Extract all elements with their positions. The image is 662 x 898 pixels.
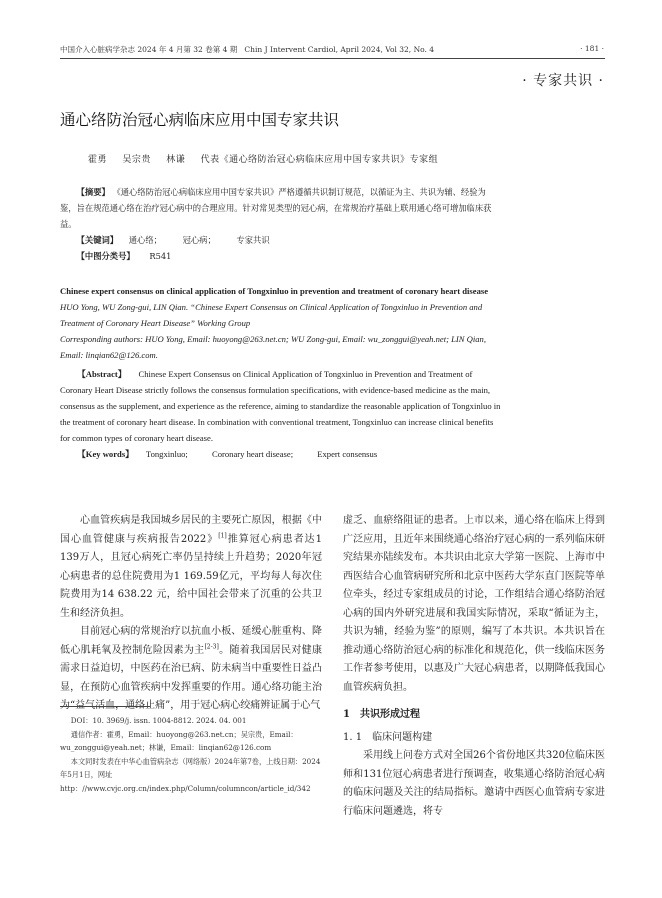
keywords-cn [60, 232, 502, 248]
header-rule [60, 58, 605, 59]
body-paragraph: 虚乏、血瘀络阻证的患者。上市以来，通心络在临床上得到广泛应用，且近年来围绕通心络治疗冠心病的一系列临床研究结果亦陆续发布。本共识由北京大学第一医院、上海市中西医结合心血管病研究所和北京中医药大学东直门医院等单位牵头，经过专家组成员的讨论，工作组结合通心络防治冠心病的国内外研究进展和我国实际情况，采取“循证为主，共识为辅，经验为鉴”的原则，编写了本共识。本共识旨在推动通心络防治冠心病的标准化和规范化，供一线临床医务工作者参考使用，以惠及广大冠心病患者，以期降低我国心血管疾病负担。 [343, 515, 605, 693]
classification-label: 【中图分类号】 [76, 251, 135, 261]
corresponding-authors: Corresponding authors: HUO Yong, Email: huoyong@263.net.cn; WU Zong-gui, Email: wu_zonggui@yeah.net; LIN Qian, Email: linqian62@126.com. [60, 334, 486, 360]
journal-name-en: Chin J Intervent Cardiol, April 2024, Vol 32, No. 4 [244, 45, 435, 54]
body-left-column [60, 512, 322, 716]
publish-info: 本文同时发表在中华心血管病杂志（网络版）2024年第7卷，上线日期：2024年5月1日，网址http：//www.cvjc.org.cn/index.php/Column/columncon/article_id/342 [60, 756, 321, 793]
text-run: 。随着我国居民对健康需求日益迫切，中医药在治已病、防未病当中重要性日益凸显，在预防心血管疾病中发挥重要的作用。通心络功能主治为“益气活血，通络止痛”，用于冠心病心绞痛辨证属于心气 [60, 644, 323, 711]
classification-code: R541 [149, 251, 172, 261]
keywords-en-label: 【Key words】 [77, 449, 134, 459]
author-1: 霍勇 [88, 155, 108, 165]
footnote-rule [60, 706, 150, 707]
abstract-en-text: Chinese Expert Consensus on Clinical Application of Tongxinluo in Prevention and Treatment of Coronary Heart Disease strictly follows the consensus formulation specifications, with evidence-based medicine as the main, consensus as the supplement, and experience as the reference, aiming to standardize the reasonable application of Tongxinluo in the treatment of coronary heart disease. In combination with conventional treatment, Tongxinluo can increase clinical benefits for common types of coronary heart disease. [60, 369, 501, 443]
contact-info: 通信作者：霍勇，Email：huoyong@263.net.cn；吴宗贵，Email：wu_zonggui@yeah.net；林谦，Email：linqian62@126.com [60, 729, 298, 752]
section-tag: · 专家共识 · [522, 73, 604, 89]
keywords-cn-label: 【关键词】 [76, 235, 119, 245]
footnotes [60, 714, 322, 795]
doi: DOI：10. 3969/j. issn. 1004-8812. 2024. 04. 001 [70, 716, 247, 725]
keyword-cn-3: 专家共识 [236, 235, 270, 245]
keyword-en-3: Expert consensus [317, 449, 378, 459]
author-group: 代表《通心络防治冠心病临床应用中国专家共识》专家组 [200, 155, 439, 165]
article-title: 通心络防治冠心病临床应用中国专家共识 [60, 111, 340, 129]
citation-ref: [1] [218, 532, 227, 540]
keyword-en-1: Tongxinluo; [145, 449, 188, 459]
body-paragraph: 采用线上问卷方式对全国26个省份地区共320位临床医师和131位冠心病患者进行预调查，收集通心络防治冠心病的临床问题及关注的结局指标。邀请中西医心血管病专家进行临床问题遴选，将专 [343, 750, 605, 817]
subsection-heading: 1. 1 临床问题构建 [343, 731, 433, 743]
citation-ref: [2-3] [204, 643, 219, 651]
body-paragraph [60, 512, 322, 623]
journal-name-cn: 中国介入心脏病学杂志 2024 年 4 月第 32 卷第 4 期 [60, 45, 238, 54]
keywords-en [60, 446, 502, 462]
keyword-en-2: Coronary heart disease; [211, 449, 294, 459]
page-number: · 181 · [580, 44, 604, 53]
english-citation: “Chinese Expert Consensus on Clinical Application of Tongxinluo in Prevention and Treatment of Coronary Heart Disease” Working Group [60, 302, 483, 328]
keyword-cn-1: 通心络； [128, 235, 162, 245]
section-heading: 1 共识形成过程 [343, 709, 420, 720]
author-3: 林谦 [166, 155, 186, 165]
running-header [60, 44, 434, 55]
abstract-en [60, 366, 502, 462]
classification [60, 248, 502, 264]
body-right-column [343, 512, 605, 821]
english-header [60, 283, 502, 363]
keyword-cn-2: 冠心病； [182, 235, 216, 245]
author-line [88, 152, 450, 165]
text-run: 目前冠心病的常规治疗以抗血小板、延缓心脏重构、降低心肌耗氧及控制危险因素为主 [60, 626, 322, 656]
body-paragraph [60, 623, 322, 716]
author-2: 吴宗贵 [122, 155, 151, 165]
abstract-cn-label: 【摘要】 [76, 187, 110, 197]
english-title: Chinese expert consensus on clinical application of Tongxinluo in prevention and treatment of coronary heart disease [60, 286, 489, 296]
abstract-en-label: 【Abstract】 [77, 369, 127, 379]
abstract-cn [60, 184, 502, 264]
abstract-cn-text: 《通心络防治冠心病临床应用中国专家共识》严格遵循共识制订规范，以循证为主、共识为辅、经验为鉴，旨在规范通心络在治疗冠心病中的合理应用。针对常见类型的冠心病，在常规治疗基础上联用通心络可增加临床获益。 [60, 187, 492, 229]
english-authors: HUO Yong, WU Zong-gui, LIN Qian. [60, 302, 189, 312]
text-run: 心血管疾病是我国城乡居民的主要死亡原因，根据《中国心血管健康与疾病报告2022》 [60, 515, 322, 545]
text-run: 推算冠心病患者达1 139万人，且冠心病死亡率仍呈持续上升趋势；2020年冠心病患者的总住院费用为1 169.59亿元，平均每人每次住院费用为14 638.22 元，给中国社会带来了沉重的公共卫生和经济负担。 [60, 533, 322, 619]
